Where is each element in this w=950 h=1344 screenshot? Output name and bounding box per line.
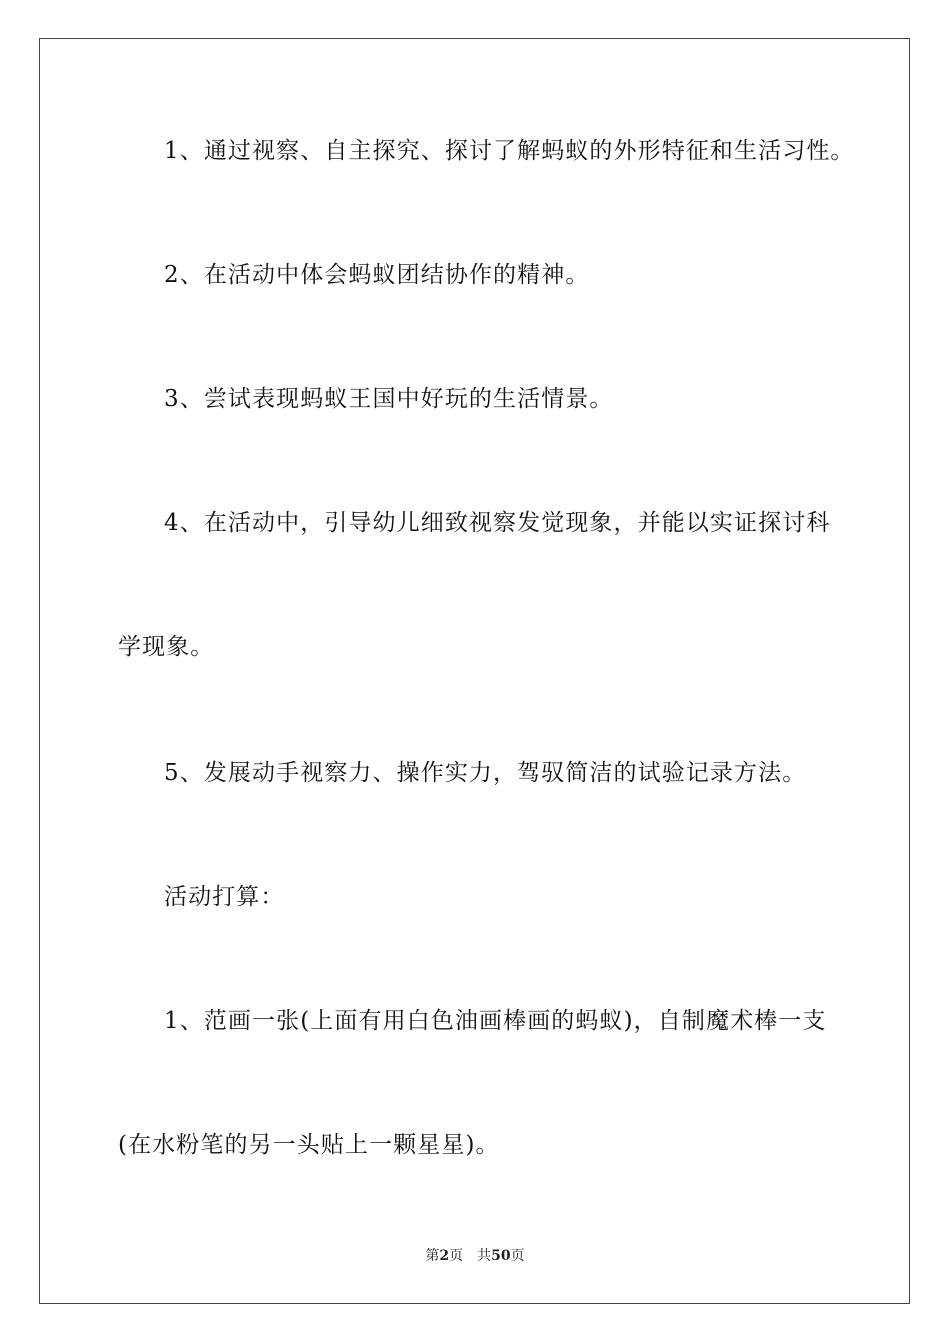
total-pages: 50 (491, 1248, 511, 1264)
preparation-1-continuation: (在水粉笔的另一头贴上一颗星星)。 (118, 1132, 500, 1158)
goal-4-text: 4、在活动中，引导幼儿细致视察发觉现象，并能以实证探讨科 (164, 510, 831, 536)
page-number: 2 (439, 1248, 450, 1264)
preparation-heading: 活动打算： (164, 884, 285, 910)
page-prefix: 第 (425, 1248, 440, 1264)
page-border (39, 38, 910, 1304)
preparation-1-text: 1、范画一张(上面有用白色油画棒画的蚂蚁)，自制魔术棒一支 (164, 1008, 827, 1034)
goal-1-text: 1、通过视察、自主探究、探讨了解蚂蚁的外形特征和生活习性。 (164, 138, 855, 164)
total-suffix: 页 (510, 1248, 525, 1264)
goal-4-continuation: 学现象。 (118, 634, 215, 660)
goal-3-text: 3、尝试表现蚂蚁王国中好玩的生活情景。 (164, 386, 614, 412)
goal-2-text: 2、在活动中体会蚂蚁团结协作的精神。 (164, 262, 590, 288)
total-prefix: 共 (477, 1248, 492, 1264)
page-suffix: 页 (449, 1248, 464, 1264)
goal-5-text: 5、发展动手视察力、操作实力，驾驭简洁的试验记录方法。 (164, 760, 807, 786)
page-footer (0, 1247, 950, 1265)
